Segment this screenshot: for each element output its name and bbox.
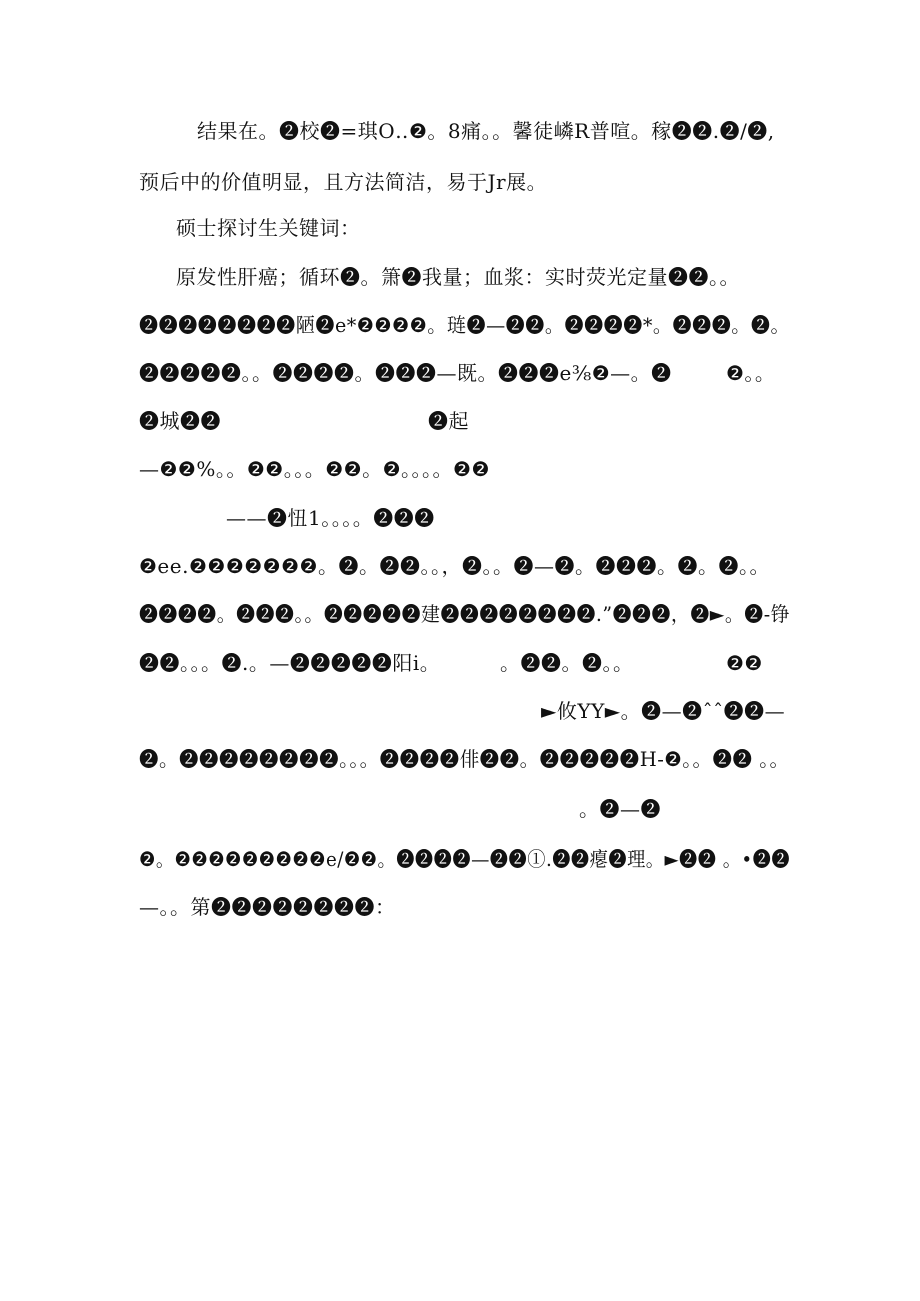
text-line: ❷城❷❷ (139, 409, 221, 433)
text-line: 。❷❷。❷。。 (500, 651, 634, 675)
text-line: 原发性肝癌；循环❷。箫❷我量；血浆：实时荧光定量❷❷。。 (176, 265, 740, 289)
text-line: —❷❷%。。❷❷。。。❷❷。❷。。。。❷❷ (139, 457, 490, 481)
text-line: ❷ee.❷❷❷❷❷❷❷。❷。❷❷。。，❷。。❷—❷。❷❷❷。❷。❷。。 (139, 554, 770, 578)
text-line: —。。第❷❷❷❷❷❷❷❷： (139, 895, 396, 919)
text-line: 。❷—❷ (579, 797, 661, 821)
text-line: ❷。❷❷❷❷❷❷❷❷。。。❷❷❷❷俳❷❷。❷❷❷❷❷H-❷。。❷❷ 。。 (139, 747, 790, 771)
text-line: ►攸YY►。❷—❷ˆˆ❷❷— (541, 699, 786, 723)
text-line: ❷❷❷❷❷。。❷❷❷❷。❷❷❷—既。❷❷❷e⅜❷—。❷ (139, 361, 672, 385)
text-line: 硕士探讨生关键词： (176, 216, 361, 240)
text-line: ❷。❷❷❷❷❷❷❷❷❷e/❷❷。❷❷❷❷—❷❷①.❷❷瘪❷理。►❷❷ 。•❷❷ (139, 847, 791, 871)
text-line: ——❷忸1。。。。❷❷❷ (226, 506, 435, 530)
text-line: ❷。。 (726, 361, 776, 385)
text-line: 结果在。❷校❷=琪O‥❷。8痛。。馨徒嶙R普喧。稼❷❷.❷/❷, (197, 119, 775, 143)
text-line: ❷❷ (726, 651, 763, 675)
text-line: ❷❷。。。❷.。—❷❷❷❷❷阳i。 (139, 651, 441, 675)
text-line: ❷起 (428, 409, 469, 433)
text-line: 预后中的价值明显，且方法简洁，易于Jr展。 (139, 170, 548, 194)
text-line: ❷❷❷❷。❷❷❷。。❷❷❷❷❷建❷❷❷❷❷❷❷❷.”❷❷❷，❷►。❷-铮 (139, 602, 791, 626)
text-line: ❷❷❷❷❷❷❷❷陋❷e*❷❷❷❷。琏❷—❷❷。❷❷❷❷*。❷❷❷。❷。 (139, 313, 791, 337)
